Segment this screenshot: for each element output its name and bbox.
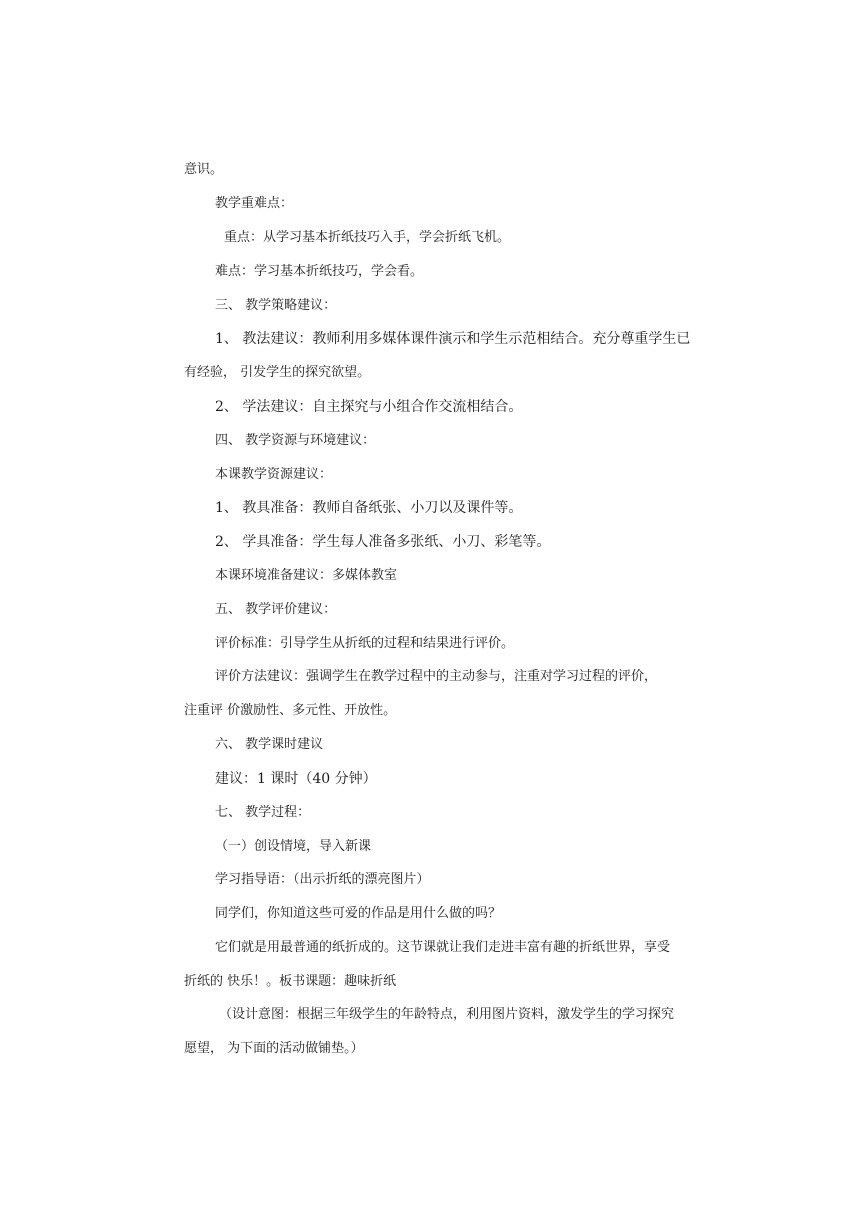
section-heading-6: 六、 教学课时建议 — [215, 737, 324, 752]
text-environment: 本课环境准备建议：多媒体教室 — [215, 568, 398, 583]
text-student-tools: 2、 学具准备：学生每人准备多张纸、小刀、彩笔等。 — [215, 534, 551, 550]
text-design-intent-cont: 愿望， 为下面的活动做铺垫。） — [184, 1041, 364, 1056]
text-teaching-method-cont: 有经验， 引发学生的探究欲望。 — [184, 365, 371, 380]
text-line-continuation: 意识。 — [184, 162, 224, 177]
text-intro-cont: 折纸的 快乐！。板书课题：趣味折纸 — [184, 974, 397, 989]
text-evaluation-method-cont: 注重评 价激励性、多元性、开放性。 — [184, 703, 397, 718]
text-intro: 它们就是用最普通的纸折成的。这节课就让我们走进丰富有趣的折纸世界，享受 — [215, 940, 671, 955]
text-resource-suggestion: 本课教学资源建议： — [215, 467, 333, 482]
text-guidance: 学习指导语：（出示折纸的漂亮图片） — [215, 872, 430, 887]
text-key-point: 重点：从学习基本折纸技巧入手，学会折纸飞机。 — [224, 230, 511, 245]
text-question: 同学们，你知道这些可爱的作品是用什么做的吗？ — [215, 906, 502, 921]
text-evaluation-method: 评价方法建议：强调学生在教学过程中的主动参与，注重对学习过程的评价， — [215, 669, 658, 684]
text-learning-method: 2、 学法建议：自主探究与小组合作交流相结合。 — [215, 399, 523, 415]
heading-key-difficult-points: 教学重难点： — [215, 196, 294, 211]
text-teaching-tools: 1、 教具准备：教师自备纸张、小刀以及课件等。 — [215, 500, 523, 516]
section-heading-7: 七、 教学过程： — [215, 805, 311, 820]
subsection-heading-1: （一）创设情境，导入新课 — [215, 839, 372, 854]
section-heading-3: 三、 教学策略建议： — [215, 298, 337, 313]
text-difficult-point: 难点：学习基本折纸技巧，学会看。 — [215, 264, 424, 279]
section-heading-4: 四、 教学资源与环境建议： — [215, 433, 376, 448]
text-design-intent: （设计意图：根据三年级学生的年龄特点，利用图片资料，激发学生的学习探究 — [219, 1007, 675, 1022]
text-class-hours: 建议：1 课时（40 分钟） — [215, 771, 377, 787]
text-evaluation-standard: 评价标准：引导学生从折纸的过程和结果进行评价。 — [215, 636, 515, 651]
text-teaching-method: 1、 教法建议：教师利用多媒体课件演示和学生示范相结合。充分尊重学生已 — [215, 331, 691, 347]
section-heading-5: 五、 教学评价建议： — [215, 602, 337, 617]
